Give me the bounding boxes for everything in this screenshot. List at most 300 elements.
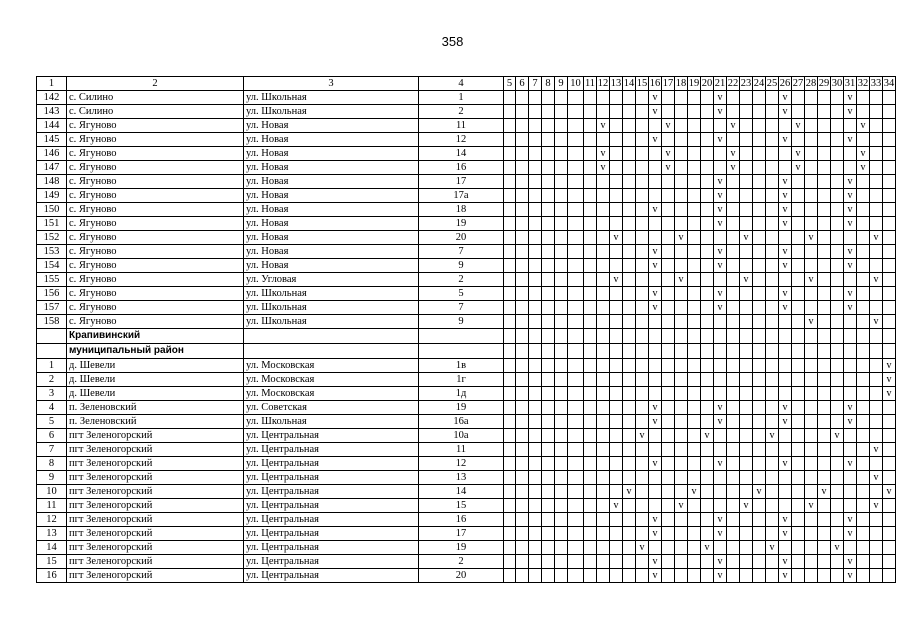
schedule-cell — [610, 443, 623, 457]
schedule-cell — [818, 471, 831, 485]
schedule-mark: v — [844, 189, 857, 203]
schedule-cell — [688, 231, 701, 245]
schedule-cell — [766, 273, 779, 287]
schedule-mark: v — [779, 91, 792, 105]
schedule-cell — [542, 161, 555, 175]
street-cell: ул. Угловая — [244, 273, 419, 287]
schedule-cell — [792, 401, 805, 415]
schedule-cell — [662, 175, 675, 189]
schedule-cell — [727, 485, 740, 499]
schedule-cell — [555, 415, 568, 429]
schedule-cell — [870, 287, 883, 301]
schedule-cell — [831, 457, 844, 471]
schedule-cell — [636, 203, 649, 217]
schedule-cell — [818, 401, 831, 415]
schedule-cell — [714, 273, 727, 287]
house-cell: 17а — [419, 189, 504, 203]
schedule-cell — [675, 175, 688, 189]
schedule-cell — [649, 499, 662, 513]
schedule-cell — [516, 457, 529, 471]
schedule-mark: v — [688, 485, 701, 499]
schedule-mark: v — [792, 119, 805, 133]
street-cell: ул. Новая — [244, 175, 419, 189]
schedule-cell — [688, 387, 701, 401]
schedule-cell — [662, 203, 675, 217]
table-row — [37, 189, 896, 203]
schedule-mark: v — [675, 273, 688, 287]
table-cell — [555, 344, 568, 359]
schedule-cell — [662, 541, 675, 555]
schedule-cell — [542, 231, 555, 245]
schedule-cell — [555, 105, 568, 119]
schedule-cell — [610, 91, 623, 105]
schedule-cell — [597, 471, 610, 485]
schedule-cell — [766, 175, 779, 189]
schedule-cell — [688, 245, 701, 259]
schedule-cell — [779, 119, 792, 133]
schedule-cell — [688, 541, 701, 555]
house-cell: 12 — [419, 133, 504, 147]
schedule-cell — [568, 387, 584, 401]
schedule-cell — [662, 217, 675, 231]
schedule-cell — [870, 373, 883, 387]
schedule-mark: v — [714, 91, 727, 105]
schedule-cell — [766, 499, 779, 513]
table-row — [37, 203, 896, 217]
schedule-cell — [597, 443, 610, 457]
street-cell: ул. Центральная — [244, 555, 419, 569]
schedule-cell — [649, 443, 662, 457]
locality-cell: д. Шевели — [67, 359, 244, 373]
schedule-cell — [584, 569, 597, 583]
schedule-cell — [636, 259, 649, 273]
schedule-cell — [542, 273, 555, 287]
schedule-cell — [857, 287, 870, 301]
schedule-cell — [688, 287, 701, 301]
schedule-cell — [555, 457, 568, 471]
schedule-cell — [883, 161, 896, 175]
locality-cell: с. Ягуново — [67, 287, 244, 301]
schedule-cell — [584, 541, 597, 555]
schedule-cell — [542, 555, 555, 569]
schedule-cell — [623, 415, 636, 429]
schedule-mark: v — [649, 415, 662, 429]
schedule-cell — [740, 203, 753, 217]
schedule-cell — [597, 415, 610, 429]
schedule-mark: v — [714, 401, 727, 415]
house-cell: 7 — [419, 245, 504, 259]
schedule-mark: v — [714, 513, 727, 527]
schedule-cell — [623, 429, 636, 443]
schedule-cell — [870, 401, 883, 415]
row-number: 157 — [37, 301, 67, 315]
schedule-cell — [688, 373, 701, 387]
schedule-mark: v — [818, 485, 831, 499]
table-row — [37, 429, 896, 443]
schedule-cell — [688, 401, 701, 415]
schedule-cell — [662, 287, 675, 301]
schedule-cell — [516, 301, 529, 315]
schedule-cell — [568, 245, 584, 259]
schedule-cell — [542, 513, 555, 527]
schedule-cell — [555, 429, 568, 443]
table-cell — [244, 329, 419, 344]
schedule-cell — [568, 443, 584, 457]
column-header: 18 — [675, 78, 687, 89]
schedule-cell — [701, 287, 714, 301]
schedule-cell — [766, 105, 779, 119]
schedule-mark: v — [766, 541, 779, 555]
schedule-cell — [623, 555, 636, 569]
schedule-cell — [542, 91, 555, 105]
schedule-cell — [636, 513, 649, 527]
schedule-cell — [870, 415, 883, 429]
table-cell — [623, 329, 636, 344]
schedule-mark: v — [870, 273, 883, 287]
schedule-cell — [610, 301, 623, 315]
schedule-mark: v — [779, 569, 792, 583]
schedule-cell — [727, 373, 740, 387]
schedule-cell — [516, 175, 529, 189]
schedule-cell — [584, 415, 597, 429]
schedule-cell — [805, 569, 818, 583]
schedule-cell — [818, 217, 831, 231]
schedule-cell — [805, 387, 818, 401]
schedule-cell — [555, 91, 568, 105]
schedule-cell — [792, 259, 805, 273]
schedule-cell — [529, 443, 542, 457]
schedule-mark: v — [779, 401, 792, 415]
schedule-cell — [504, 301, 516, 315]
table-cell — [662, 329, 675, 344]
schedule-cell — [584, 301, 597, 315]
schedule-cell — [636, 315, 649, 329]
schedule-cell — [636, 387, 649, 401]
schedule-cell — [818, 315, 831, 329]
schedule-cell — [857, 443, 870, 457]
schedule-cell — [636, 359, 649, 373]
schedule-cell — [636, 231, 649, 245]
schedule-cell — [727, 203, 740, 217]
schedule-mark: v — [662, 161, 675, 175]
schedule-cell — [701, 527, 714, 541]
schedule-cell — [584, 387, 597, 401]
schedule-cell — [516, 231, 529, 245]
schedule-cell — [857, 471, 870, 485]
locality-cell: пгт Зеленогорский — [67, 541, 244, 555]
schedule-cell — [792, 315, 805, 329]
schedule-cell — [727, 513, 740, 527]
schedule-cell — [727, 287, 740, 301]
schedule-mark: v — [714, 457, 727, 471]
schedule-cell — [610, 569, 623, 583]
schedule-cell — [623, 373, 636, 387]
schedule-mark: v — [714, 569, 727, 583]
schedule-cell — [568, 217, 584, 231]
locality-cell: пгт Зеленогорский — [67, 457, 244, 471]
schedule-cell — [597, 373, 610, 387]
table-cell — [597, 344, 610, 359]
schedule-cell — [857, 203, 870, 217]
schedule-cell — [662, 499, 675, 513]
locality-cell: п. Зеленовский — [67, 401, 244, 415]
schedule-cell — [688, 513, 701, 527]
schedule-cell — [555, 147, 568, 161]
schedule-cell — [529, 133, 542, 147]
schedule-cell — [870, 457, 883, 471]
schedule-cell — [542, 401, 555, 415]
schedule-cell — [883, 499, 896, 513]
table-row — [37, 315, 896, 329]
schedule-mark: v — [610, 499, 623, 513]
schedule-cell — [805, 359, 818, 373]
schedule-cell — [516, 443, 529, 457]
table-cell — [714, 329, 727, 344]
house-cell: 2 — [419, 555, 504, 569]
schedule-cell — [740, 373, 753, 387]
schedule-cell — [857, 217, 870, 231]
schedule-cell — [568, 287, 584, 301]
schedule-cell — [792, 555, 805, 569]
table-cell — [792, 329, 805, 344]
street-cell: ул. Новая — [244, 147, 419, 161]
table-cell — [516, 344, 529, 359]
street-cell: ул. Новая — [244, 133, 419, 147]
schedule-cell — [701, 259, 714, 273]
schedule-cell — [610, 133, 623, 147]
schedule-cell — [753, 161, 766, 175]
schedule-cell — [529, 217, 542, 231]
schedule-cell — [753, 245, 766, 259]
table-cell — [688, 344, 701, 359]
schedule-cell — [555, 161, 568, 175]
schedule-cell — [779, 541, 792, 555]
schedule-cell — [636, 499, 649, 513]
schedule-cell — [688, 189, 701, 203]
schedule-cell — [584, 471, 597, 485]
schedule-cell — [568, 457, 584, 471]
locality-cell: с. Ягуново — [67, 189, 244, 203]
schedule-mark: v — [597, 119, 610, 133]
schedule-mark: v — [779, 217, 792, 231]
schedule-cell — [623, 527, 636, 541]
schedule-cell — [818, 259, 831, 273]
schedule-cell — [857, 415, 870, 429]
schedule-cell — [818, 189, 831, 203]
schedule-cell — [675, 147, 688, 161]
schedule-cell — [597, 401, 610, 415]
schedule-cell — [701, 315, 714, 329]
schedule-cell — [529, 161, 542, 175]
schedule-cell — [636, 457, 649, 471]
schedule-cell — [555, 401, 568, 415]
schedule-cell — [568, 429, 584, 443]
schedule-mark: v — [740, 273, 753, 287]
schedule-cell — [792, 569, 805, 583]
table-cell — [542, 344, 555, 359]
locality-cell: с. Ягуново — [67, 161, 244, 175]
schedule-cell — [542, 147, 555, 161]
schedule-cell — [584, 105, 597, 119]
house-cell: 17 — [419, 175, 504, 189]
schedule-cell — [805, 203, 818, 217]
schedule-cell — [529, 287, 542, 301]
schedule-cell — [542, 105, 555, 119]
region-name: Крапивинский — [67, 329, 244, 344]
schedule-cell — [516, 429, 529, 443]
schedule-cell — [883, 189, 896, 203]
schedule-cell — [805, 91, 818, 105]
schedule-cell — [542, 485, 555, 499]
house-cell: 11 — [419, 443, 504, 457]
schedule-cell — [529, 471, 542, 485]
schedule-cell — [753, 555, 766, 569]
schedule-cell — [792, 203, 805, 217]
column-header: 33 — [870, 78, 882, 89]
schedule-mark: v — [792, 147, 805, 161]
schedule-mark: v — [779, 105, 792, 119]
table-cell — [529, 344, 542, 359]
schedule-cell — [831, 387, 844, 401]
schedule-cell — [636, 527, 649, 541]
house-cell: 16 — [419, 161, 504, 175]
schedule-cell — [792, 231, 805, 245]
schedule-cell — [727, 245, 740, 259]
schedule-cell — [727, 91, 740, 105]
schedule-cell — [516, 189, 529, 203]
schedule-cell — [701, 245, 714, 259]
schedule-cell — [623, 259, 636, 273]
table-cell — [529, 329, 542, 344]
schedule-cell — [649, 387, 662, 401]
locality-cell: с. Ягуново — [67, 119, 244, 133]
schedule-cell — [883, 301, 896, 315]
table-cell — [831, 329, 844, 344]
schedule-cell — [610, 387, 623, 401]
schedule-cell — [610, 359, 623, 373]
schedule-mark: v — [779, 457, 792, 471]
schedule-cell — [529, 401, 542, 415]
schedule-cell — [675, 105, 688, 119]
schedule-cell — [675, 119, 688, 133]
schedule-cell — [636, 415, 649, 429]
locality-cell: пгт Зеленогорский — [67, 499, 244, 513]
schedule-cell — [516, 203, 529, 217]
schedule-cell — [870, 259, 883, 273]
schedule-cell — [584, 147, 597, 161]
locality-cell: пгт Зеленогорский — [67, 443, 244, 457]
schedule-cell — [610, 415, 623, 429]
schedule-cell — [883, 471, 896, 485]
column-header: 32 — [857, 78, 869, 89]
house-cell: 12 — [419, 457, 504, 471]
schedule-cell — [584, 133, 597, 147]
column-header: 5 — [504, 77, 516, 91]
locality-cell: с. Ягуново — [67, 217, 244, 231]
row-number: 8 — [37, 457, 67, 471]
schedule-cell — [805, 189, 818, 203]
schedule-cell — [792, 429, 805, 443]
schedule-cell — [597, 429, 610, 443]
row-number: 151 — [37, 217, 67, 231]
schedule-cell — [662, 315, 675, 329]
schedule-cell — [753, 301, 766, 315]
column-header: 11 — [584, 78, 596, 89]
row-number: 1 — [37, 359, 67, 373]
schedule-cell — [727, 359, 740, 373]
schedule-cell — [792, 301, 805, 315]
schedule-cell — [779, 373, 792, 387]
schedule-cell — [792, 415, 805, 429]
schedule-cell — [792, 105, 805, 119]
locality-cell: пгт Зеленогорский — [67, 513, 244, 527]
schedule-mark: v — [844, 217, 857, 231]
schedule-cell — [883, 231, 896, 245]
schedule-cell — [542, 259, 555, 273]
house-cell: 1г — [419, 373, 504, 387]
house-cell: 16а — [419, 415, 504, 429]
street-cell: ул. Новая — [244, 231, 419, 245]
schedule-cell — [701, 119, 714, 133]
schedule-cell — [766, 245, 779, 259]
schedule-cell — [662, 513, 675, 527]
schedule-mark: v — [779, 287, 792, 301]
locality-cell: с. Ягуново — [67, 259, 244, 273]
schedule-cell — [568, 273, 584, 287]
house-cell: 10а — [419, 429, 504, 443]
locality-cell: с. Ягуново — [67, 147, 244, 161]
schedule-cell — [568, 373, 584, 387]
schedule-cell — [701, 415, 714, 429]
schedule-cell — [555, 217, 568, 231]
schedule-cell — [701, 387, 714, 401]
schedule-cell — [568, 259, 584, 273]
schedule-mark: v — [714, 175, 727, 189]
row-number: 6 — [37, 429, 67, 443]
schedule-cell — [623, 315, 636, 329]
schedule-cell — [727, 175, 740, 189]
schedule-cell — [568, 315, 584, 329]
table-row — [37, 147, 896, 161]
schedule-cell — [610, 217, 623, 231]
schedule-cell — [584, 527, 597, 541]
schedule-cell — [753, 359, 766, 373]
row-number: 143 — [37, 105, 67, 119]
column-header: 1 — [37, 77, 67, 91]
table-row — [37, 443, 896, 457]
schedule-cell — [818, 457, 831, 471]
schedule-cell — [727, 387, 740, 401]
schedule-cell — [675, 203, 688, 217]
schedule-mark: v — [662, 147, 675, 161]
schedule-cell — [766, 443, 779, 457]
schedule-cell — [831, 105, 844, 119]
schedule-cell — [740, 301, 753, 315]
schedule-cell — [649, 471, 662, 485]
locality-cell: с. Ягуново — [67, 273, 244, 287]
schedule-mark: v — [779, 133, 792, 147]
schedule-cell — [649, 189, 662, 203]
table-cell — [714, 344, 727, 359]
house-cell: 20 — [419, 569, 504, 583]
schedule-cell — [568, 175, 584, 189]
schedule-mark: v — [844, 175, 857, 189]
column-header: 25 — [766, 78, 778, 89]
street-cell: ул. Центральная — [244, 485, 419, 499]
schedule-cell — [662, 259, 675, 273]
schedule-cell — [688, 91, 701, 105]
schedule-cell — [701, 485, 714, 499]
